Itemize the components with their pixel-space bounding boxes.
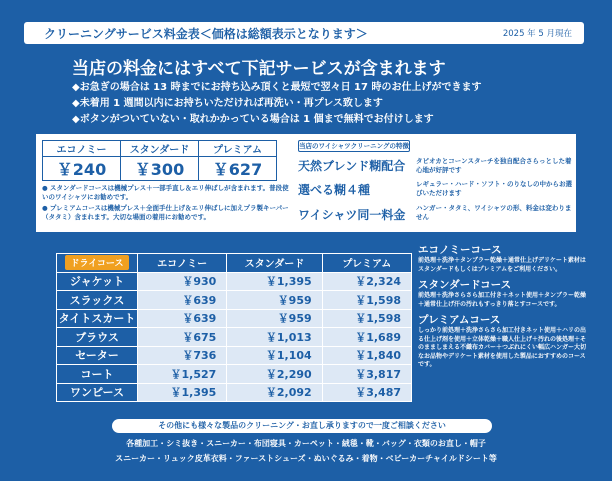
header-bar [24,22,584,44]
dry-header-standard: スタンダード [227,254,321,272]
price-cell: ￥1,689 [323,328,411,346]
item-name: セーター [57,347,137,365]
price-cell: ￥3,817 [323,365,411,383]
shirt-header-standard: スタンダード [121,141,199,157]
feature-title: 天然ブレンド糊配合 [298,159,406,173]
feature-desc: レギュラー・ハード・ソフト・のりなしの中からお選びいただけます [416,180,572,197]
shirt-price-table [42,140,277,181]
price-cell: ￥1,598 [323,310,411,328]
price-cell: ￥1,104 [227,347,321,365]
table-row [57,328,411,346]
course-title-standard: スタンダードコース [418,279,512,291]
course-desc-economy: 前処理＋洗浄＋タンブラー乾燥＋通常仕上げデリケート素材はスタンダードもしくはプレミアムをご利用ください。 [418,257,586,273]
course-title-economy: エコノミーコース [418,244,502,256]
item-name: ジャケット [57,273,137,291]
course-desc-standard: 前処理＋洗浄さらさら加工付き＋ネット使用＋タンブラー乾燥＋通常仕上げ汗の汚れもすっきり落とすコースです。 [418,292,587,308]
price-cell: ￥2,324 [323,273,411,291]
dry-header-economy: エコノミー [138,254,226,272]
dry-course-tag [57,254,137,272]
service-bullets [72,80,481,128]
feature-tag: 当店のワイシャツクリーニングの特徴 [299,142,409,150]
price-cell: ￥959 [227,291,321,309]
price-cell: ￥675 [138,328,226,346]
price-cell: ￥930 [138,273,226,291]
footer-services-line: スニーカー・リュック皮革衣料・ファーストシューズ・ぬいぐるみ・着物・ベビーカーチャイルドシート等 [115,454,497,463]
price-cell: ￥2,290 [227,365,321,383]
table-row [57,291,411,309]
dry-price-table [56,253,412,402]
item-name: コート [57,365,137,383]
feature-title: 選べる糊４種 [298,183,371,197]
shirt-price-standard: ￥300 [121,157,199,181]
table-row [57,310,411,328]
price-cell: ￥639 [138,291,226,309]
page-title: クリーニングサービス料金表＜価格は総額表示となります＞ [44,27,368,41]
headline: 当店の料金にはすべて下記サービスが含まれます [72,59,446,79]
course-title-premium: プレミアムコース [418,314,501,326]
shirt-price-premium: ￥627 [199,157,277,181]
feature-title: ワイシャツ同一料金 [298,208,406,222]
price-cell: ￥639 [138,310,226,328]
bullet-item: ◆未着用 1 週間以内にお持ちいただければ再洗い・再プレス致します [72,98,383,109]
table-row [57,365,411,383]
item-name: ワンピース [57,384,137,402]
shirt-price-economy: ￥240 [43,157,121,181]
price-cell: ￥736 [138,347,226,365]
table-row [57,347,411,365]
dry-course-badge: ドライコース [65,255,130,270]
item-name: タイトスカート [57,310,137,328]
dry-header-premium: プレミアム [323,254,411,272]
price-cell: ￥3,487 [323,384,411,402]
item-name: ブラウス [57,328,137,346]
course-desc-premium: しっかり前処理＋洗浄さらさら加工付きネット使用＋ハリの出る仕上げ剤を使用＋立体乾燥＋職人仕上げ＋汚れの後処理＋そのまましまえる不織布カバー＋つぶれにくい幅広ハンガー大切なお品物やデリケート素材を使用した製品におすすめのコースです。 [418,327,587,368]
item-name: スラックス [57,291,137,309]
feature-desc: ハンガー・タタミ、ワイシャツの形、料金は変わりません [416,204,572,221]
price-cell: ￥1,527 [138,365,226,383]
course-descriptions [418,242,588,373]
dry-price-table-wrap [56,253,412,402]
price-cell: ￥1,395 [138,384,226,402]
price-cell: ￥1,598 [323,291,411,309]
bullet-item: ◆お急ぎの場合は 13 時までにお持ち込み頂くと最短で翌々日 17 時のお仕上げができます [72,82,482,93]
shirt-note: ● スタンダードコースは機械プレス＋一部手直し＆エリ伸ばしが含まれます。普段使いのワイシャツにお勧めです。 [42,184,289,201]
table-row [57,273,411,291]
table-row [57,384,411,402]
price-cell: ￥1,013 [227,328,321,346]
date-label: 2025 年 5 月現在 [502,29,572,39]
shirt-notes [42,184,292,224]
shirt-note: ● プレミアムコースは機械プレス＋全面手仕上げ＆エリ伸ばしに加えプラ製キーパー（タタミ）含まれます。大切な場面の着用にお勧めです。 [42,204,289,221]
footer-services-line: 各種加工・シミ抜き・スニーカー・布団寝具・カーペット・絨毯・靴・バッグ・衣類のお直し・帽子 [126,439,486,448]
price-cell: ￥959 [227,310,321,328]
shirt-header-premium: プレミアム [199,141,277,157]
feature-desc: タピオカとコーンスターチを独自配合さらっとした着心地が好評です [416,157,572,174]
shirt-header-economy: エコノミー [43,141,121,157]
price-cell: ￥2,092 [227,384,321,402]
shirt-price-panel [36,134,576,232]
price-cell: ￥1,840 [323,347,411,365]
price-cell: ￥1,395 [227,273,321,291]
bullet-item: ◆ボタンがついていない・取れかかっている場合は 1 個まで無料でお付けします [72,114,434,125]
footer-banner: その他にも様々な製品のクリーニング・お直し承りますので一度ご相談ください [112,419,492,433]
